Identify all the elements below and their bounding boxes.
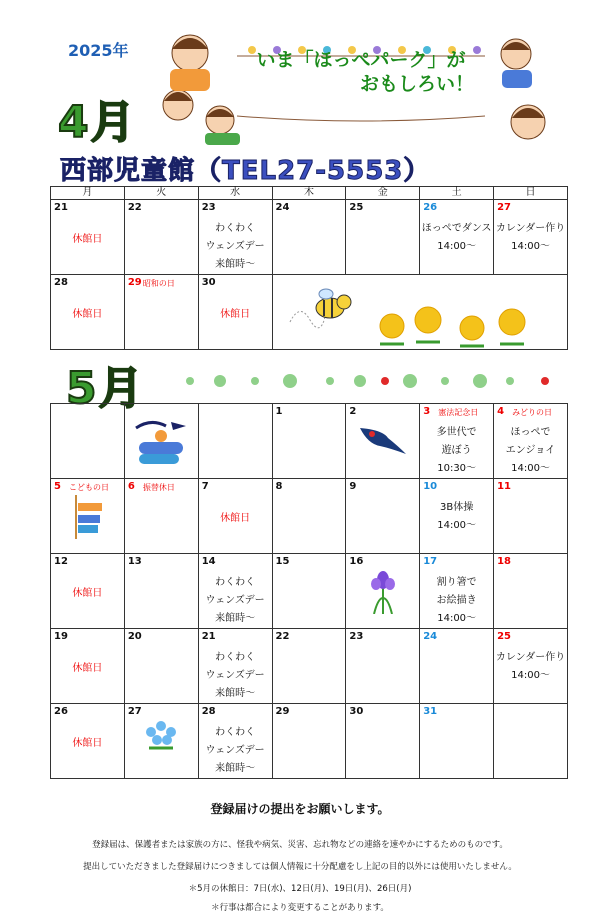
day-cell — [272, 404, 346, 479]
holiday-label: 昭和の日 — [142, 279, 175, 288]
day-cell — [494, 479, 568, 554]
day-number: 25 — [497, 631, 511, 642]
holiday-label: 憲法記念日 — [438, 408, 479, 417]
week-row — [51, 629, 568, 704]
day-number: 20 — [127, 631, 142, 642]
day-cell — [124, 704, 198, 779]
bee-dandelion-icon — [280, 282, 560, 352]
iris-icon — [346, 568, 419, 617]
day-cell — [51, 200, 125, 275]
event-line: ウェンズデー — [205, 595, 265, 606]
closed-label: 休館日 — [72, 663, 103, 674]
hall-title: 西部児童館（TEL27-5553） — [60, 156, 431, 186]
day-cell — [346, 479, 420, 554]
event-text — [494, 220, 567, 256]
event-text — [494, 424, 567, 478]
day-cell — [124, 629, 198, 704]
day-number: 10 — [423, 481, 438, 492]
weekday-3: 木 — [272, 187, 346, 200]
day-number: 26 — [423, 202, 438, 213]
weekday-1: 火 — [124, 187, 198, 200]
week-row — [51, 704, 568, 779]
day-number: 1 — [275, 406, 283, 417]
day-number: 6 — [127, 481, 135, 492]
closed-label: 休館日 — [72, 234, 103, 245]
day-cell — [494, 200, 568, 275]
event-line: 来館時～ — [215, 259, 256, 270]
day-number: 23 — [349, 631, 364, 642]
day-cell — [494, 554, 568, 629]
boy-illustration-icon — [488, 22, 568, 152]
closed-label: 休館日 — [72, 309, 103, 320]
event-line: ほっぺでダンス — [421, 223, 492, 234]
day-number: 23 — [201, 202, 216, 213]
event-line: わくわく — [215, 577, 256, 588]
day-cell — [420, 629, 494, 704]
weekday-5: 土 — [420, 187, 494, 200]
event-line: 来館時～ — [215, 613, 256, 624]
april-title: 4月 — [58, 97, 137, 148]
day-cell — [51, 275, 125, 350]
event-line: ほっぺで — [510, 427, 551, 438]
notice-title: 登録届けの提出をお願いします。 — [210, 802, 390, 816]
closed-label: 休館日 — [72, 738, 103, 749]
day-number: 14 — [201, 556, 216, 567]
notice-line-2: 提出していただきました登録届けにつきましては個人情報に十分配慮をし上記の目的以外には使用いたしません。 — [83, 862, 517, 872]
banner — [232, 42, 490, 124]
notice-line-4: ＊行事は都合により変更することがあります。 — [211, 903, 389, 913]
koinobori-icon — [125, 418, 198, 471]
event-text — [199, 649, 272, 703]
day-cell — [272, 554, 346, 629]
event-line: カレンダー作り — [495, 652, 566, 663]
event-line: 割り箸で — [436, 577, 477, 588]
day-number: 18 — [497, 556, 511, 567]
closed-label: 休館日 — [72, 588, 103, 599]
day-number: 27 — [497, 202, 511, 213]
day-cell — [51, 704, 125, 779]
day-cell — [346, 404, 420, 479]
event-line: 3B体操 — [440, 502, 474, 513]
weekday-6: 日 — [494, 187, 568, 200]
event-line: 14:00～ — [437, 613, 477, 624]
event-text — [494, 649, 567, 685]
event-line: 多世代で — [436, 427, 477, 438]
day-cell — [198, 629, 272, 704]
day-cell — [51, 404, 125, 479]
day-number: 28 — [201, 706, 216, 717]
day-cell — [420, 404, 494, 479]
banner-line-2: おもしろい！ — [359, 73, 474, 95]
day-cell — [420, 554, 494, 629]
day-number: 13 — [127, 556, 142, 567]
day-cell — [272, 629, 346, 704]
weekday-4: 金 — [346, 187, 420, 200]
year-label: 2025年 — [68, 41, 129, 60]
day-cell — [51, 479, 125, 554]
day-cell — [124, 200, 198, 275]
day-cell — [51, 629, 125, 704]
weekday-2: 水 — [198, 187, 272, 200]
day-cell — [124, 275, 198, 350]
day-number: 11 — [497, 481, 511, 492]
banner-line-1: いま「ほっぺパーク」が — [256, 49, 466, 71]
event-line: わくわく — [215, 223, 256, 234]
event-line: カレンダー作り — [495, 223, 566, 234]
event-text — [420, 574, 493, 628]
notice-line-1: 登録届は、保護者または家族の方に、怪我や病気、災害、忘れ物などの連絡を速やかにするためのものです。 — [92, 840, 508, 850]
day-number: 24 — [423, 631, 438, 642]
week-row — [51, 479, 568, 554]
day-number: 22 — [275, 631, 290, 642]
event-text — [199, 574, 272, 628]
day-cell — [198, 554, 272, 629]
day-cell — [420, 200, 494, 275]
event-line: エンジョイ — [505, 445, 556, 456]
holiday-label: みどりの日 — [512, 408, 553, 417]
event-line: 遊ぼう — [441, 445, 472, 456]
clover-ladybug-row-icon — [180, 370, 560, 392]
notice-line-3: ＊5月の休館日：7日(水)、12日(月)、19日(月)、26日(月) — [188, 884, 412, 894]
closed-label: 休館日 — [220, 309, 251, 320]
event-line: 来館時～ — [215, 763, 256, 774]
day-number: 22 — [127, 202, 142, 213]
day-cell — [198, 275, 272, 350]
weekday-header — [51, 187, 568, 200]
day-cell — [272, 704, 346, 779]
event-text — [199, 220, 272, 274]
day-number: 19 — [54, 631, 68, 642]
day-number: 7 — [201, 481, 209, 492]
flag-icon — [51, 493, 124, 542]
event-line: ウェンズデー — [205, 241, 265, 252]
day-number: 30 — [349, 706, 364, 717]
day-number: 15 — [275, 556, 290, 567]
day-cell — [198, 404, 272, 479]
event-text — [199, 724, 272, 778]
day-number: 30 — [201, 277, 216, 288]
week-row — [51, 404, 568, 479]
day-cell — [272, 200, 346, 275]
day-cell — [346, 554, 420, 629]
day-cell — [346, 704, 420, 779]
event-line: 14:00～ — [511, 670, 550, 681]
may-calendar — [50, 403, 568, 779]
day-cell — [420, 479, 494, 554]
week-row — [51, 554, 568, 629]
day-number: 12 — [54, 556, 68, 567]
day-cell — [51, 554, 125, 629]
day-cell — [494, 704, 568, 779]
day-cell — [346, 629, 420, 704]
may-title: 5月 — [66, 363, 145, 414]
event-line: わくわく — [215, 727, 256, 738]
day-number: 21 — [201, 631, 216, 642]
event-line: 来館時～ — [215, 688, 256, 699]
day-number: 9 — [349, 481, 357, 492]
closed-label: 休館日 — [220, 513, 251, 524]
flower-icon — [125, 718, 198, 755]
event-text — [420, 220, 493, 256]
day-number: 28 — [54, 277, 68, 288]
day-number: 3 — [423, 406, 431, 417]
day-number: 31 — [423, 706, 438, 717]
day-cell — [124, 554, 198, 629]
week-row — [51, 200, 568, 275]
day-number: 4 — [497, 406, 505, 417]
day-number: 5 — [54, 481, 61, 492]
day-cell — [198, 704, 272, 779]
day-cell — [346, 200, 420, 275]
day-cell — [420, 704, 494, 779]
day-number: 17 — [423, 556, 438, 567]
day-number: 8 — [275, 481, 283, 492]
event-text — [420, 499, 493, 535]
swallow-icon — [346, 418, 419, 461]
holiday-label: 振替休日 — [142, 483, 175, 492]
event-line: お絵描き — [436, 595, 477, 606]
event-line: 14:00～ — [437, 241, 477, 252]
day-cell — [272, 479, 346, 554]
event-line: 14:00～ — [437, 520, 477, 531]
event-line: ウェンズデー — [205, 745, 265, 756]
day-cell — [494, 629, 568, 704]
day-number: 21 — [54, 202, 68, 213]
day-number: 29 — [275, 706, 290, 717]
day-number: 25 — [349, 202, 364, 213]
day-cell — [124, 479, 198, 554]
event-line: 14:00～ — [511, 241, 550, 252]
event-text — [420, 424, 493, 478]
day-cell — [198, 479, 272, 554]
holiday-label: こどもの日 — [69, 483, 109, 492]
weekday-0: 月 — [51, 187, 125, 200]
day-number: 29 — [127, 277, 142, 288]
event-line: ウェンズデー — [205, 670, 265, 681]
event-line: 10:30～ — [437, 463, 477, 474]
day-number: 2 — [349, 406, 357, 417]
event-line: 14:00～ — [511, 463, 550, 474]
day-cell — [494, 404, 568, 479]
day-cell — [124, 404, 198, 479]
day-cell — [198, 200, 272, 275]
day-number: 16 — [349, 556, 364, 567]
day-number: 26 — [54, 706, 68, 717]
event-line: わくわく — [215, 652, 256, 663]
day-number: 24 — [275, 202, 290, 213]
day-number: 27 — [127, 706, 142, 717]
